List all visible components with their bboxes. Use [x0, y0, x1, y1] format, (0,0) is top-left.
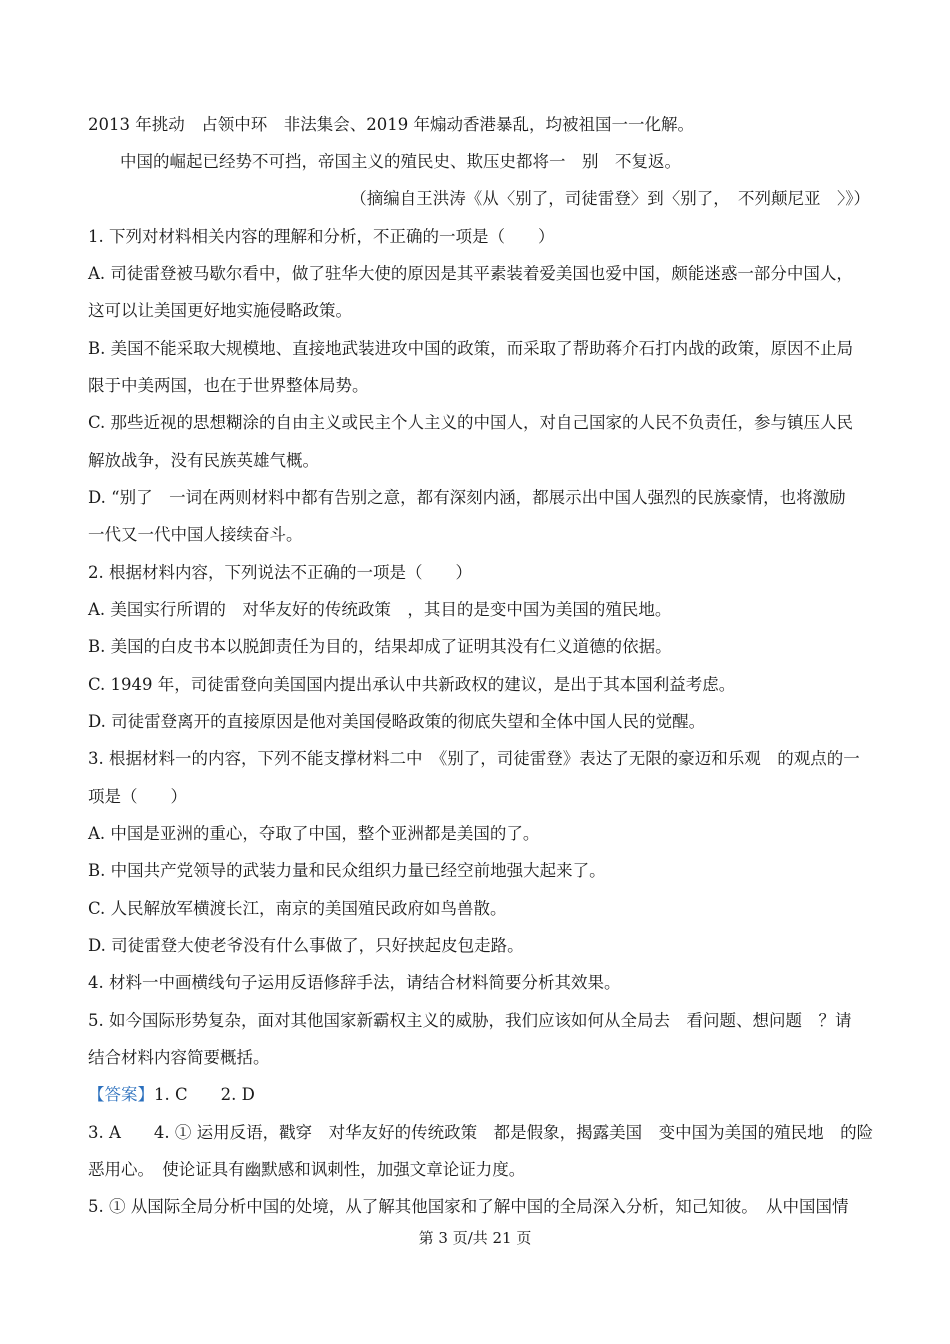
answer-line: 3. A 4. ① 运用反语，戳穿 对华友好的传统政策 都是假象，揭露美国 变中国为美国的殖民地 的险 [88, 1123, 874, 1142]
answer-line: 5. ① 从国际全局分析中国的处境，从了解其他国家和了解中国的全局深入分析，知己知彼。 从中国国情 [88, 1197, 849, 1216]
option-text: 限于中美两国，也在于世界整体局势。 [88, 376, 369, 395]
option-text: B. 中国共产党领导的武装力量和民众组织力量已经空前地强大起来了。 [88, 861, 606, 880]
question-5-cont: 结合材料内容简要概括。 [88, 1048, 270, 1067]
option-text: C. 人民解放军横渡长江，南京的美国殖民政府如鸟兽散。 [88, 899, 507, 918]
text-line: 中国的崛起已经势不可挡，帝国主义的殖民史、欺压史都将一 别 不复返。 [120, 152, 681, 171]
option-text: B. 美国不能采取大规模地、直接地武装进攻中国的政策，而采取了帮助蒋介石打内战的政策，原因不止局 [88, 339, 854, 358]
option-text: A. 司徒雷登被马歇尔看中，做了驻华大使的原因是其平素装着爱美国也爱中国，颇能迷惑一部分中国人， [88, 264, 853, 283]
question-5: 5. 如今国际形势复杂，面对其他国家新霸权主义的威胁，我们应该如何从全局去 看问题、想问题 ？请 [88, 1011, 852, 1030]
answer-line [88, 1084, 868, 1106]
question-3-cont: 项是（ ） [88, 787, 187, 806]
option-text: D. 司徒雷登大使老爷没有什么事做了，只好挟起皮包走路。 [88, 936, 524, 955]
question-1: 1. 下列对材料相关内容的理解和分析，不正确的一项是（ ） [88, 227, 555, 246]
option-text: 一代又一代中国人接续奋斗。 [88, 525, 303, 544]
page-footer: 第 3 页/共 21 页 [418, 1229, 532, 1247]
citation-line: （摘编自王洪涛《从〈别了，司徒雷登〉到〈别了， 不列颠尼亚 〉》） [350, 189, 870, 208]
option-text: C. 1949 年，司徒雷登向美国国内提出承认中共新政权的建议，是出于其本国利益考虑。 [88, 675, 736, 694]
answer-text: 1. C 2. D [154, 1085, 255, 1104]
option-text: A. 美国实行所谓的 对华友好的传统政策 ，其目的是变中国为美国的殖民地。 [88, 600, 672, 619]
text-line: 2013 年挑动 占领中环 非法集会、2019 年煽动香港暴乱，均被祖国一一化解。 [88, 115, 694, 134]
option-text: D. 司徒雷登离开的直接原因是他对美国侵略政策的彻底失望和全体中国人民的觉醒。 [88, 712, 706, 731]
option-text: A. 中国是亚洲的重心，夺取了中国，整个亚洲都是美国的了。 [88, 824, 540, 843]
answer-line: 恶用心。 使论证具有幽默感和讽刺性，加强文章论证力度。 [88, 1160, 526, 1179]
option-text: C. 那些近视的思想糊涂的自由主义或民主个人主义的中国人，对自己国家的人民不负责任，参与镇压人民 [88, 413, 854, 432]
question-3: 3. 根据材料一的内容，下列不能支撑材料二中 《别了，司徒雷登》表达了无限的豪迈和乐观 的观点的一 [88, 749, 860, 768]
question-2: 2. 根据材料内容，下列说法不正确的一项是（ ） [88, 563, 472, 582]
option-text: 解放战争，没有民族英雄气概。 [88, 451, 319, 470]
option-text: B. 美国的白皮书本以脱卸责任为目的，结果却成了证明其没有仁义道德的依据。 [88, 637, 672, 656]
question-4: 4. 材料一中画横线句子运用反语修辞手法，请结合材料简要分析其效果。 [88, 973, 621, 992]
option-text: D. “别了 一词在两则材料中都有告别之意，都有深刻内涵，都展示出中国人强烈的民族豪情，也将激励 [88, 488, 846, 507]
option-text: 这可以让美国更好地实施侵略政策。 [88, 301, 352, 320]
answer-tag: 【答案】 [88, 1085, 154, 1104]
